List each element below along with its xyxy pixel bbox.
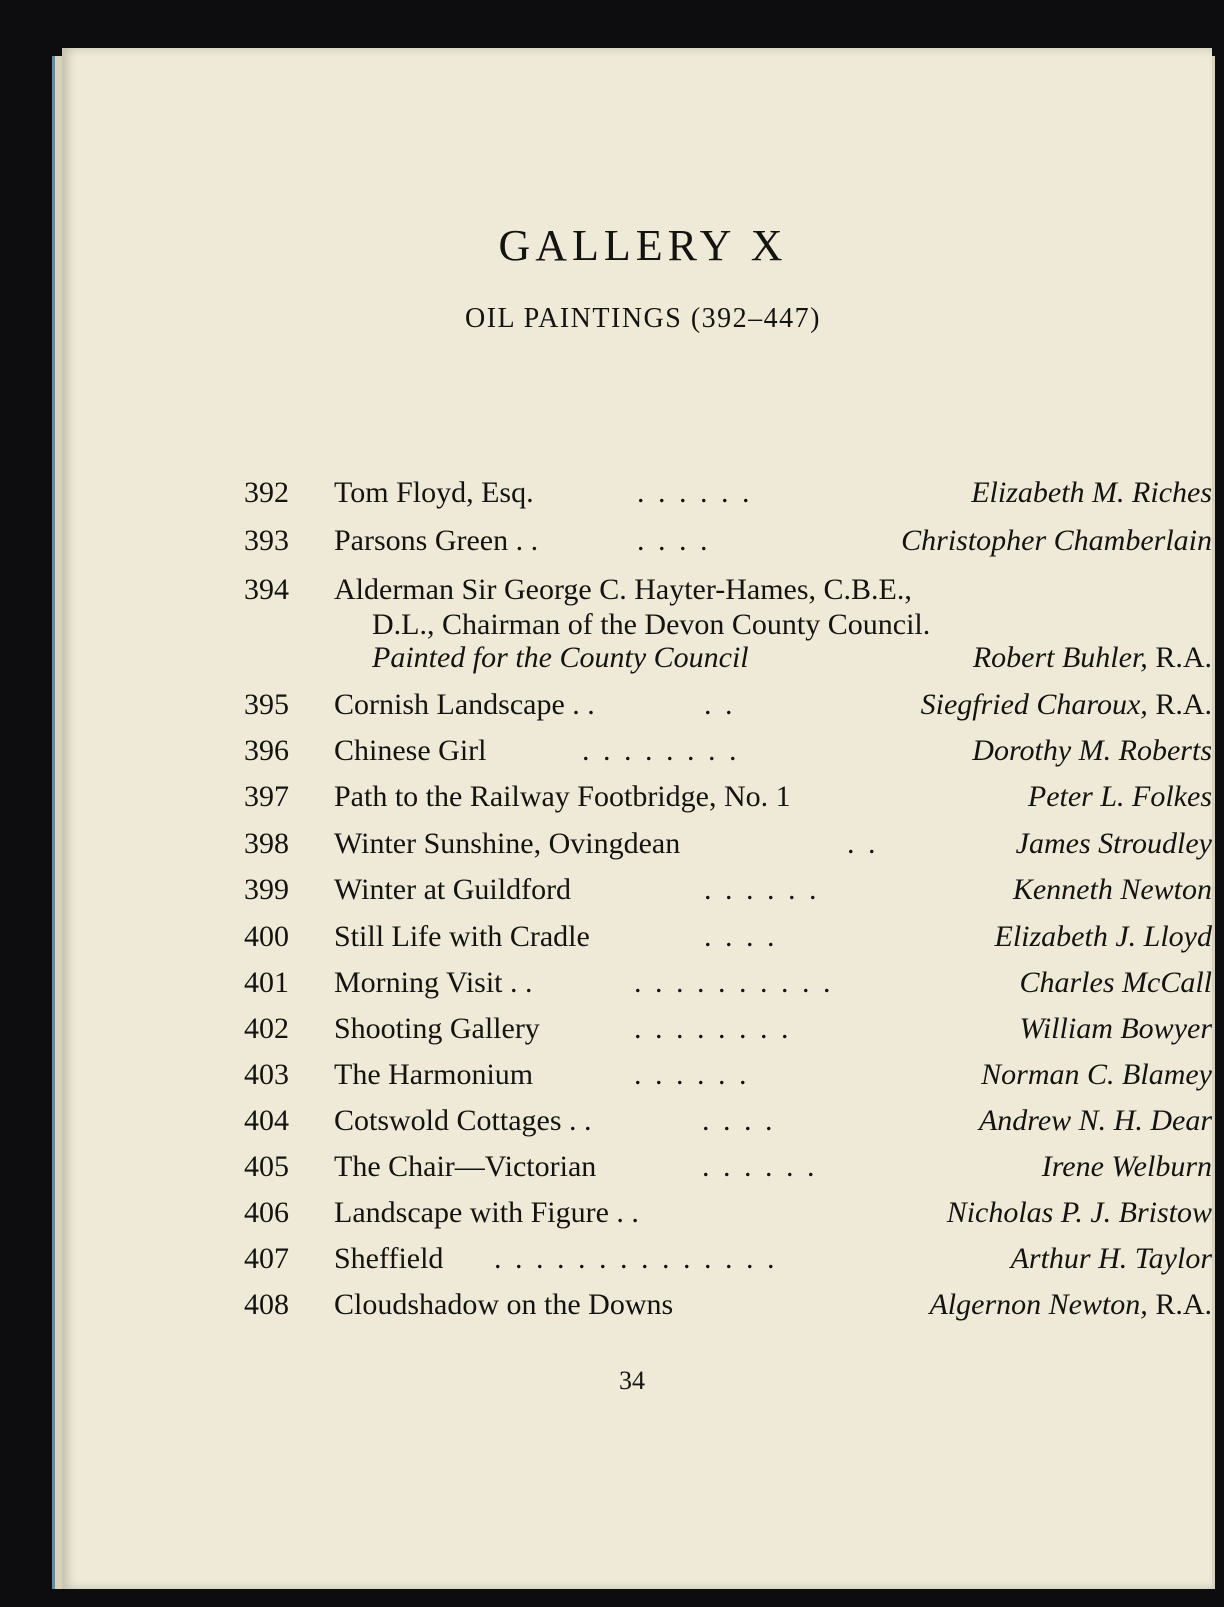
- entry-title: Alderman Sir George C. Hayter-Hames, C.B.E.,: [334, 573, 912, 606]
- leader-dots: . . . . . .: [637, 476, 753, 509]
- gallery-title: GALLERY X: [498, 221, 788, 270]
- leader-dots: . . . . . .: [634, 1058, 750, 1091]
- entry-393: [62, 524, 1212, 568]
- catalogue-page: [62, 48, 1212, 1589]
- entry-number: 392: [244, 476, 289, 509]
- entry-artist: Norman C. Blamey: [981, 1058, 1212, 1091]
- entry-artist: Nicholas P. J. Bristow: [946, 1196, 1212, 1229]
- entry-title: Winter at Guildford: [334, 873, 572, 906]
- entry-artist: Elizabeth M. Riches: [971, 476, 1212, 509]
- entry-number: 404: [244, 1104, 289, 1137]
- entry-399: [62, 873, 1212, 917]
- entry-title: Cotswold Cottages . .: [334, 1104, 592, 1137]
- entry-number: 406: [244, 1196, 289, 1229]
- leader-dots: . . . .: [704, 920, 778, 953]
- entry-title: Tom Floyd, Esq.: [334, 476, 534, 509]
- section-subtitle: OIL PAINTINGS (392–447): [465, 303, 821, 334]
- leader-dots: . . . .: [702, 1104, 776, 1137]
- leader-dots: . . . . . .: [704, 873, 820, 906]
- entry-title: The Chair—Victorian: [334, 1150, 597, 1183]
- entry-title: The Harmonium: [334, 1058, 534, 1091]
- entry-401: [62, 966, 1212, 1010]
- entry-number: 408: [244, 1288, 289, 1321]
- entry-number: 396: [244, 734, 289, 767]
- leader-dots: . . . .: [637, 524, 711, 557]
- entry-title: Parsons Green . .: [334, 524, 539, 557]
- entry-400: [62, 920, 1212, 964]
- entry-title-continued: D.L., Chairman of the Devon County Council.: [372, 608, 931, 641]
- entry-note: Painted for the County Council: [372, 641, 749, 674]
- entry-artist: Algernon Newton, R.A.: [929, 1288, 1212, 1321]
- entry-392: [62, 476, 1212, 520]
- entry-artist: Peter L. Folkes: [1027, 780, 1212, 813]
- entry-artist: Elizabeth J. Lloyd: [994, 920, 1212, 953]
- leader-dots: . .: [704, 688, 736, 721]
- entry-number: 394: [244, 573, 289, 606]
- entry-number: 407: [244, 1242, 289, 1275]
- leader-dots: . .: [847, 827, 879, 860]
- entry-artist: Arthur H. Taylor: [1010, 1242, 1212, 1275]
- entry-405: [62, 1150, 1212, 1194]
- leader-dots: . . . . . . . .: [634, 1012, 792, 1045]
- entry-artist: William Bowyer: [1019, 1012, 1212, 1045]
- entry-title: Shooting Gallery: [334, 1012, 540, 1045]
- entry-397: [62, 780, 1212, 824]
- entry-title: Cornish Landscape . .: [334, 688, 595, 721]
- entry-title: Chinese Girl: [334, 734, 487, 767]
- page-number: 34: [619, 1366, 645, 1395]
- entry-407: [62, 1242, 1212, 1286]
- entry-395: [62, 688, 1212, 732]
- entry-number: 400: [244, 920, 289, 953]
- entry-number: 397: [244, 780, 289, 813]
- entry-number: 399: [244, 873, 289, 906]
- leader-dots: . . . . . .: [702, 1150, 818, 1183]
- entry-artist: James Stroudley: [1015, 827, 1212, 860]
- entry-number: 402: [244, 1012, 289, 1045]
- entry-title: Still Life with Cradle: [334, 920, 590, 953]
- entry-artist: Kenneth Newton: [1012, 873, 1212, 906]
- entry-403: [62, 1058, 1212, 1102]
- entry-artist: Irene Welburn: [1041, 1150, 1212, 1183]
- entry-404: [62, 1104, 1212, 1148]
- entry-artist: Charles McCall: [1019, 966, 1212, 999]
- entry-398: [62, 827, 1212, 871]
- entry-title: Sheffield: [334, 1242, 444, 1275]
- entry-number: 405: [244, 1150, 289, 1183]
- entry-artist: Christopher Chamberlain: [901, 524, 1212, 557]
- entry-title: Cloudshadow on the Downs: [334, 1288, 674, 1321]
- entry-artist: Siegfried Charoux, R.A.: [920, 688, 1212, 721]
- entry-396: [62, 734, 1212, 778]
- leader-dots: . . . . . . . .: [582, 734, 740, 767]
- entry-number: 401: [244, 966, 289, 999]
- entry-number: 393: [244, 524, 289, 557]
- entry-title: Morning Visit . .: [334, 966, 533, 999]
- entry-title: Landscape with Figure . .: [334, 1196, 639, 1229]
- entry-408: [62, 1288, 1212, 1332]
- entry-402: [62, 1012, 1212, 1056]
- entry-artist: Andrew N. H. Dear: [978, 1104, 1212, 1137]
- entry-list: [62, 48, 1212, 1448]
- entry-394-artist-row: [62, 641, 1212, 685]
- entry-title: Path to the Railway Footbridge, No. 1: [334, 780, 791, 813]
- entry-number: 398: [244, 827, 289, 860]
- entry-artist: Robert Buhler, R.A.: [972, 641, 1212, 674]
- leader-dots: . . . . . . . . . . . . . .: [494, 1242, 778, 1275]
- entry-406: [62, 1196, 1212, 1240]
- entry-number: 403: [244, 1058, 289, 1091]
- entry-artist: Dorothy M. Roberts: [972, 734, 1212, 767]
- entry-number: 395: [244, 688, 289, 721]
- entry-title: Winter Sunshine, Ovingdean: [334, 827, 681, 860]
- leader-dots: . . . . . . . . . .: [634, 966, 834, 999]
